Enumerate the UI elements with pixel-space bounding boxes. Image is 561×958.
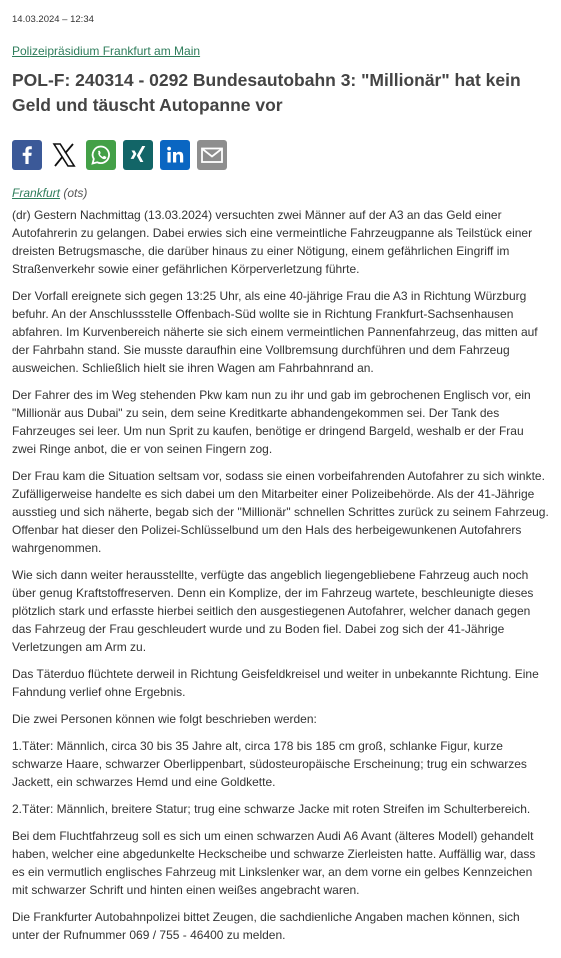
article-paragraph: Die Frankfurter Autobahnpolizei bittet Zeugen, die sachdienliche Angaben machen können, sich unter der Rufnummer 069 / 755 - 46400 zu melden.: [12, 910, 520, 942]
share-bar: [12, 140, 549, 170]
article-paragraph: Die zwei Personen können wie folgt beschrieben werden:: [12, 712, 317, 726]
share-x-button[interactable]: [49, 140, 79, 170]
article-body: [12, 206, 549, 944]
article-paragraph: Der Frau kam die Situation seltsam vor, sodass sie einen vorbeifahrenden Autofahrer zu sich winkte. Zufälligerweise handelte es sich dabei um den Mitarbeiter einer Polizeibehörde. Als der 41-Jährige ausstieg und sich näherte, begab sich der "Millionär" schnellen Schrittes zurück zu seinem Fahrzeug. Offenbar hat dieser den Polizei-Schlüsselbund um den Hals des herbeigewunkenen Autofahrers wahrgenommen.: [12, 469, 549, 555]
article-paragraph: Der Vorfall ereignete sich gegen 13:25 Uhr, als eine 40-jährige Frau die A3 in Richtung Würzburg befuhr. An der Anschlussstelle Offenbach-Süd wollte sie in Richtung Frankfurt-Sachsenhausen abfahren. Im Kurvenbereich näherte sie sich einem vermeintlichen Pannenfahrzeug, das mitten auf der Fahrbahn stand. Sie musste daraufhin eine Vollbremsung durchführen und dem Fahrzeug ausweichen. Schließlich hielt sie ihren Wagen am Fahrbahnrand an.: [12, 289, 538, 375]
dateline: [12, 186, 549, 201]
publish-timestamp: 14.03.2024 – 12:34: [12, 14, 94, 25]
article-paragraph: Der Fahrer des im Weg stehenden Pkw kam nun zu ihr und gab im gebrochenen Englisch vor, ein "Millionär aus Dubai" zu sein, dem seine Kreditkarte abhandengekommen sei. Der Tank des Fahrzeuges sei leer. Um nun Sprit zu kaufen, benötige er dringend Bargeld, weshalb er der Frau zwei Ringe anbot, die er von seinen Fingern zog.: [12, 388, 531, 456]
whatsapp-icon: [86, 140, 116, 170]
article-paragraph: 1.Täter: Männlich, circa 30 bis 35 Jahre alt, circa 178 bis 185 cm groß, schlanke Figur, kurze schwarze Haare, schwarzer Oberlippenbart, südosteuropäische Erscheinung; trug ein schwarzes Jackett, ein schwarzes Hemd und eine Goldkette.: [12, 739, 527, 789]
share-facebook-button[interactable]: [12, 140, 42, 170]
share-mail-button[interactable]: [197, 140, 227, 170]
publisher-link[interactable]: Polizeipräsidium Frankfurt am Main: [12, 44, 201, 58]
mail-icon: [197, 140, 227, 170]
facebook-icon: [12, 140, 42, 170]
linkedin-icon: [160, 140, 190, 170]
share-linkedin-button[interactable]: [160, 140, 190, 170]
article-headline: POL-F: 240314 - 0292 Bundesautobahn 3: "Millionär" hat kein Geld und täuscht Autopanne vor: [12, 70, 521, 115]
article-paragraph: (dr) Gestern Nachmittag (13.03.2024) versuchten zwei Männer auf der A3 an das Geld einer Autofahrerin zu gelangen. Dabei erwies sich eine vermeintliche Fahrzeugpanne als Teilstück einer dreisten Betrugsmasche, die darüber hinaus zu einer Nötigung, einem gefährlichen Eingriff im Straßenverkehr sowie einer gefährlichen Körperverletzung führte.: [12, 208, 533, 276]
share-whatsapp-button[interactable]: [86, 140, 116, 170]
dateline-source: (ots): [60, 186, 88, 200]
article-paragraph: 2.Täter: Männlich, breitere Statur; trug eine schwarze Jacke mit roten Streifen im Schulterbereich.: [12, 802, 531, 816]
article-paragraph: Wie sich dann weiter herausstellte, verfügte das angeblich liegengebliebene Fahrzeug auch noch über genug Kraftstoffreserven. Denn ein Komplize, der im Fahrzeug wartete, beschleunigte dieses plötzlich stark und erfasste hierbei seitlich den ausgestiegenen Autofahrer, welcher danach gegen das Fahrzeug der Frau geschleudert wurde und zu Boden fiel. Dabei zog sich der 41-Jährige Verletzungen am Arm zu.: [12, 568, 534, 654]
article-paragraph: Das Täterduo flüchtete derweil in Richtung Geisfeldkreisel und weiter in unbekannte Richtung. Eine Fahndung verlief ohne Ergebnis.: [12, 667, 539, 699]
dateline-city-link[interactable]: Frankfurt: [12, 186, 61, 200]
x-icon: [49, 140, 79, 170]
share-xing-button[interactable]: [123, 140, 153, 170]
xing-icon: [123, 140, 153, 170]
article-paragraph: Bei dem Fluchtfahrzeug soll es sich um einen schwarzen Audi A6 Avant (älteres Modell) gehandelt haben, welcher eine abgedunkelte Heckscheibe und schwarze Zierleisten hatte. Auffällig war, dass es ein vermutlich englisches Fahrzeug mit Linkslenker war, an dem vorne ein gelbes Kennzeichen mit schwarzer Schrift und hinten einen weißes angebracht waren.: [12, 829, 536, 897]
